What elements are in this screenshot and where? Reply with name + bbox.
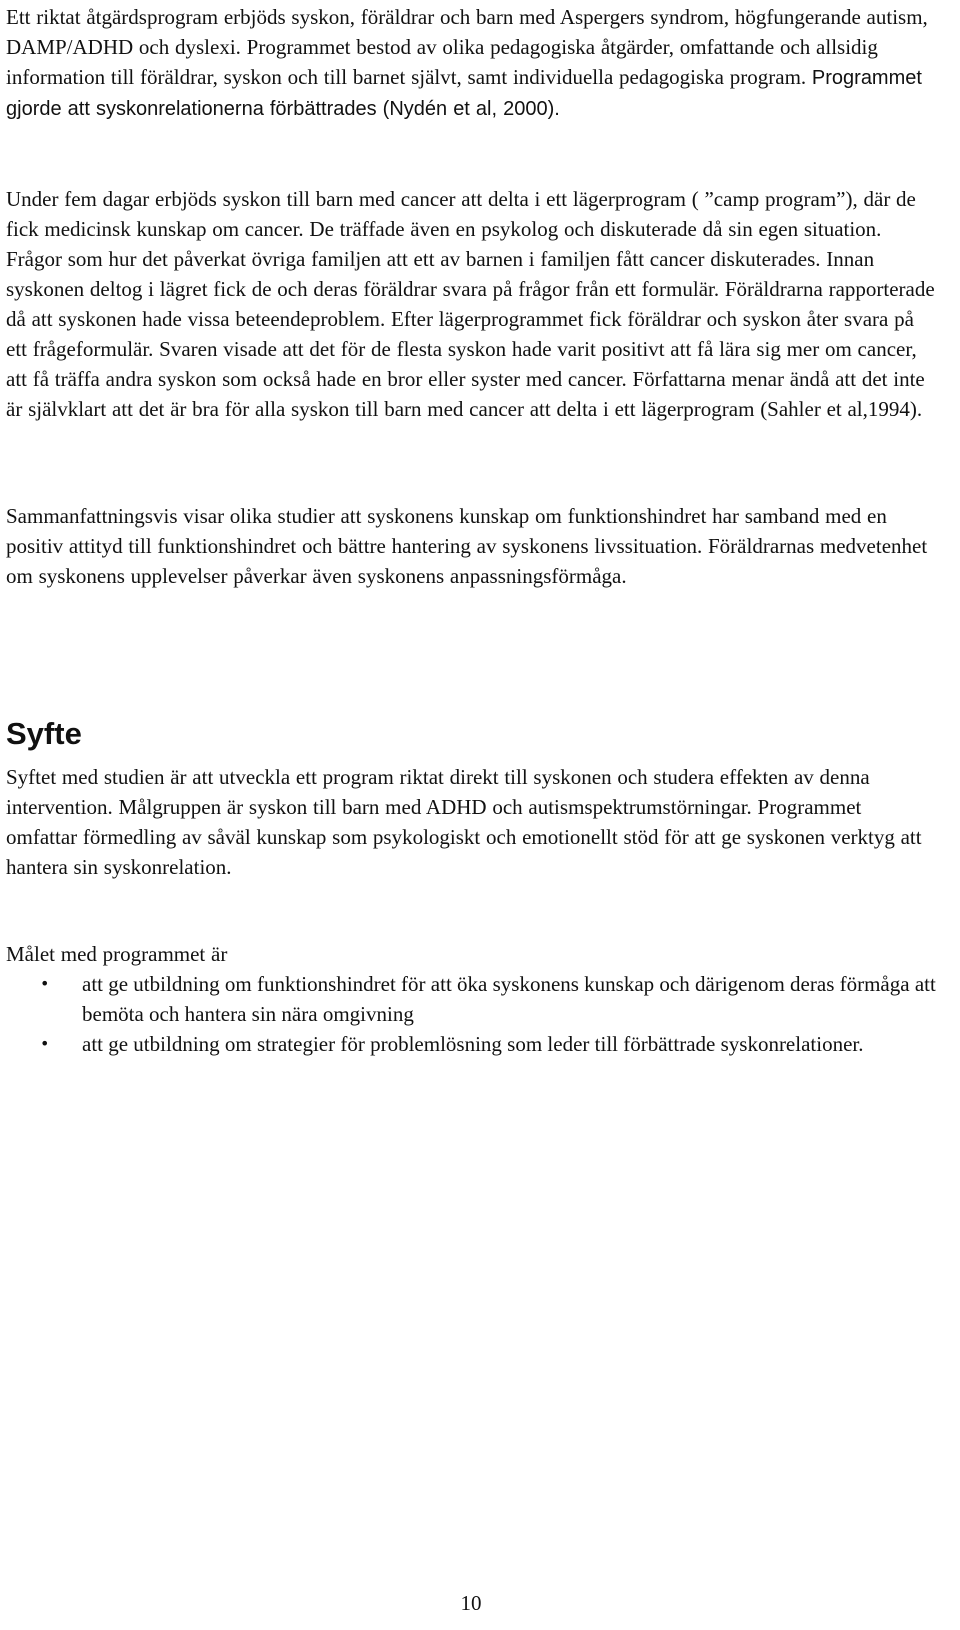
paragraph-text: Ett riktat åtgärdsprogram erbjöds syskon, föräldrar och barn med Aspergers syndrom, högfungerande autism, DAMP/ADHD och dyslexi. Programmet bestod av olika pedagogiska åtgärder, omfattande och allsidig information till föräldrar, syskon och till barnet självt, samt individuella pedagogiska program. <box>6 5 928 89</box>
bullet-icon: • <box>40 974 50 993</box>
paragraph-text-sans: Programmet gjorde att syskonrelationerna förbättrades (Nydén et al, 2000). <box>6 67 922 120</box>
bullet-icon: • <box>40 1034 50 1053</box>
goal-list <box>6 969 936 1059</box>
list-item <box>6 969 936 1029</box>
paragraph-intervention-asperger <box>6 2 936 124</box>
paragraph-camp-program: Under fem dagar erbjöds syskon till barn med cancer att delta i ett lägerprogram ( ”camp program”), där de fick medicinsk kunskap om cancer. De träffade även en psykolog och diskuterade då sin egen situation. Frågor som hur det påverkat övriga familjen att ett av barnen i familjen fått cancer diskuterades. Innan syskonen deltog i lägret fick de och deras föräldrar svara på frågor från ett formulär. Föräldrarna rapporterade då att syskonen hade vissa beteendeproblem. Efter lägerprogrammet fick föräldrar och syskon åter svara på ett frågeformulär. Svaren visade att det för de flesta syskon hade varit positivt att få lära sig mer om cancer, att få träffa andra syskon som också hade en bror eller syster med cancer. Författarna menar ändå att det inte är självklart att det är bra för alla syskon till barn med cancer att delta i ett lägerprogram (Sahler et al,1994). <box>6 187 935 421</box>
section-heading: Syfte <box>6 716 82 751</box>
list-item-text: att ge utbildning om funktionshindret för att öka syskonens kunskap och därigenom deras förmåga att bemöta och hantera sin nära omgivning <box>82 972 936 1026</box>
page-number: 10 <box>460 1591 482 1615</box>
paragraph-purpose: Syftet med studien är att utveckla ett program riktat direkt till syskonen och studera effekten av denna intervention. Målgruppen är syskon till barn med ADHD och autismspektrumstörningar. Programmet omfattar förmedling av såväl kunskap som psykologiskt och emotionellt stöd för att ge syskonen verktyg att hantera sin syskonrelation. <box>6 765 922 879</box>
list-item <box>6 1029 936 1059</box>
paragraph-summary: Sammanfattningsvis visar olika studier att syskonens kunskap om funktionshindret har samband med en positiv attityd till funktionshindret och bättre hantering av syskonens livssituation. Föräldrarnas medvetenhet om syskonens upplevelser påverkar även syskonens anpassningsförmåga. <box>6 504 928 588</box>
paragraph-goal-intro: Målet med programmet är <box>6 942 228 966</box>
list-item-text: att ge utbildning om strategier för problemlösning som leder till förbättrade syskonrelationer. <box>82 1032 864 1056</box>
